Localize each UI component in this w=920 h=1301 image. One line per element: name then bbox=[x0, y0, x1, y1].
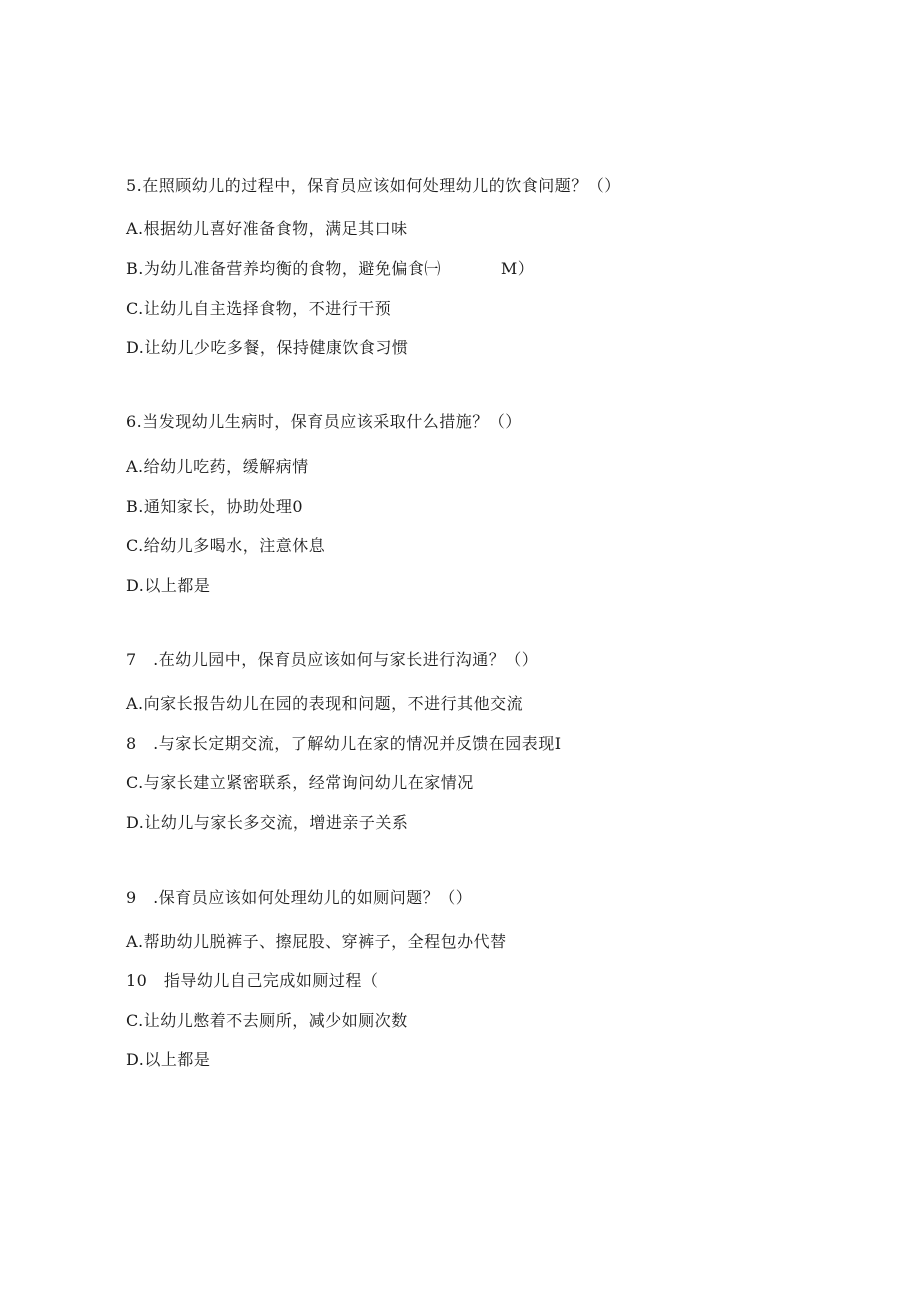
option-d: D.让幼儿与家长多交流，增进亲子关系 bbox=[126, 813, 409, 832]
option-c: C.与家长建立紧密联系，经常询问幼儿在家情况 bbox=[126, 773, 474, 792]
question-stem: 7 .在幼儿园中，保育员应该如何与家长进行沟通？（） bbox=[126, 650, 539, 669]
option-d: D.以上都是 bbox=[126, 576, 211, 595]
option-c: C.让幼儿自主选择食物，不进行干预 bbox=[126, 299, 392, 318]
question-stem: 5.在照顾幼儿的过程中，保育员应该如何处理幼儿的饮食问题？（） bbox=[126, 176, 621, 195]
option-b: 10 指导幼儿自己完成如厕过程（ bbox=[126, 971, 379, 990]
option-b-tail: M） bbox=[500, 259, 535, 278]
option-b: 8 .与家长定期交流，了解幼儿在家的情况并反馈在园表现I bbox=[126, 734, 562, 753]
option-d: D.以上都是 bbox=[126, 1050, 211, 1069]
option-b-text: B.为幼儿准备营养均衡的食物，避免偏食㈠ bbox=[126, 259, 441, 278]
option-b: B.通知家长，协助处理0 bbox=[126, 497, 304, 516]
question-stem: 6.当发现幼儿生病时，保育员应该采取什么措施？（） bbox=[126, 412, 522, 431]
option-a: A.向家长报告幼儿在园的表现和问题，不进行其他交流 bbox=[126, 694, 524, 713]
option-c: C.让幼儿憋着不去厕所，减少如厕次数 bbox=[126, 1011, 408, 1030]
option-d: D.让幼儿少吃多餐，保持健康饮食习惯 bbox=[126, 338, 409, 357]
option-b bbox=[126, 259, 534, 279]
option-a: A.帮助幼儿脱裤子、擦屁股、穿裤子，全程包办代替 bbox=[126, 932, 507, 951]
option-c: C.给幼儿多喝水，注意休息 bbox=[126, 536, 326, 555]
question-stem: 9 .保育员应该如何处理幼儿的如厕问题？（） bbox=[126, 888, 473, 907]
option-a: A.给幼儿吃药，缓解病情 bbox=[126, 457, 309, 476]
option-a: A.根据幼儿喜好准备食物，满足其口味 bbox=[126, 219, 408, 238]
